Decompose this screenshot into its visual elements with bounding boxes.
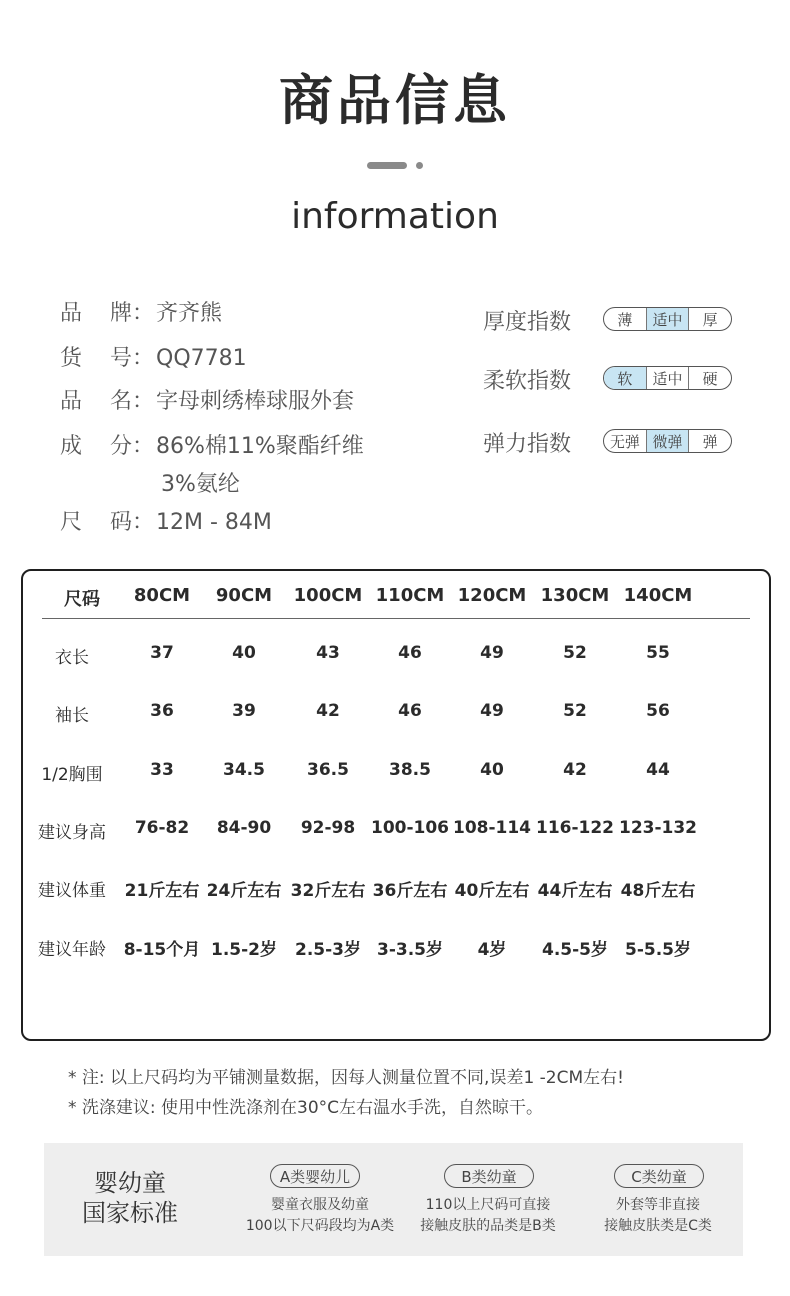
divider-bar xyxy=(367,162,407,169)
scale-option: 微弹 xyxy=(646,430,689,452)
size-table xyxy=(21,569,771,1041)
class-b-badge: B类幼童 xyxy=(444,1164,534,1188)
size-table-cell: 52 xyxy=(563,643,587,663)
size-table-row-label: 衣长 xyxy=(55,648,89,668)
size-table-cell: 40 xyxy=(232,643,256,663)
size-table-column-header: 90CM xyxy=(215,585,273,606)
class-b-line2: 接触皮肤的品类是B类 xyxy=(420,1218,556,1234)
size-table-cell: 44斤左右 xyxy=(537,881,613,901)
size-table-cell: 38.5 xyxy=(389,760,431,780)
size-table-column-header: 120CM xyxy=(457,585,527,606)
size-table-cell: 3-3.5岁 xyxy=(377,940,443,960)
size-table-cell: 100-106 xyxy=(370,818,450,838)
scale-option: 适中 xyxy=(646,308,689,330)
class-c-line2: 接触皮肤类是C类 xyxy=(604,1218,712,1234)
scale-option: 适中 xyxy=(646,367,689,389)
spec-value: QQ7781 xyxy=(156,346,247,371)
size-table-cell: 40斤左右 xyxy=(454,881,530,901)
class-a-badge: A类婴幼儿 xyxy=(270,1164,360,1188)
size-table-cell: 2.5-3岁 xyxy=(295,940,361,960)
spec-colon: ： xyxy=(132,389,155,414)
size-table-cell: 33 xyxy=(150,760,174,780)
spec-colon: ： xyxy=(132,346,155,371)
size-table-cell: 46 xyxy=(398,701,422,721)
size-table-cell: 8-15个月 xyxy=(123,940,201,960)
scale-option: 无弹 xyxy=(609,432,640,451)
size-table-cell: 4岁 xyxy=(477,940,507,960)
size-table-cell: 116-122 xyxy=(535,818,615,838)
size-table-cell: 34.5 xyxy=(223,760,265,780)
spec-label: 品牌 xyxy=(60,301,132,326)
class-a-line1: 婴童衣服及幼童 xyxy=(271,1197,369,1213)
size-table-cell: 56 xyxy=(646,701,670,721)
size-table-column-header: 110CM xyxy=(375,585,445,606)
scale-option: 软 xyxy=(604,367,646,389)
spec-row-composition-cont xyxy=(161,467,240,498)
size-table-column-header: 140CM xyxy=(623,585,693,606)
size-table-cell: 92-98 xyxy=(300,818,356,838)
spec-colon: ： xyxy=(132,434,155,459)
size-table-cell: 76-82 xyxy=(134,818,190,838)
class-c-description xyxy=(588,1195,728,1237)
elasticity-index-scale xyxy=(603,429,732,453)
spec-row-item-no xyxy=(60,341,247,372)
size-table-column-header: 100CM xyxy=(293,585,363,606)
size-table-cell: 44 xyxy=(646,760,670,780)
size-table-cell: 40 xyxy=(480,760,504,780)
class-c-line1: 外套等非直接 xyxy=(616,1197,700,1213)
size-table-cell: 46 xyxy=(398,643,422,663)
size-table-cell: 48斤左右 xyxy=(620,881,696,901)
size-table-cell: 36斤左右 xyxy=(372,881,448,901)
spec-label: 尺码 xyxy=(60,510,132,535)
scale-option: 硬 xyxy=(688,367,731,389)
size-table-cell: 42 xyxy=(316,701,340,721)
standard-title-line2: 国家标准 xyxy=(82,1199,178,1227)
size-table-cell: 52 xyxy=(563,701,587,721)
size-table-row-label: 1/2胸围 xyxy=(41,765,103,785)
size-table-cell: 49 xyxy=(480,643,504,663)
size-table-row-label: 袖长 xyxy=(55,706,89,726)
page-subtitle: information xyxy=(291,196,499,237)
spec-value: 字母刺绣棒球服外套 xyxy=(156,389,355,414)
spec-row-size xyxy=(60,505,272,536)
size-table-cell: 36 xyxy=(150,701,174,721)
page-title: 商品信息 xyxy=(279,69,511,132)
spec-label: 品名 xyxy=(60,389,132,414)
softness-index-scale xyxy=(603,366,732,390)
spec-row-brand xyxy=(60,296,222,327)
size-table-cell: 4.5-5岁 xyxy=(542,940,608,960)
class-b-description xyxy=(412,1195,564,1237)
class-b-line1: 110以上尺码可直接 xyxy=(425,1197,551,1213)
size-table-cell: 37 xyxy=(150,643,174,663)
class-a-description xyxy=(228,1195,412,1237)
size-table-cell: 123-132 xyxy=(618,818,698,838)
spec-value: 86%棉11%聚酯纤维 xyxy=(156,434,364,459)
spec-label: 货号 xyxy=(60,346,132,371)
spec-value: 12M - 84M xyxy=(156,510,272,535)
scale-option: 弹 xyxy=(688,430,731,452)
spec-row-composition xyxy=(60,429,364,460)
scale-option: 厚 xyxy=(688,308,731,330)
size-table-column-header: 130CM xyxy=(540,585,610,606)
divider-dot xyxy=(416,162,423,169)
measurement-note: * 注: 以上尺码均为平铺测量数据，因每人测量位置不同,误差1 -2CM左右! xyxy=(68,1068,624,1088)
size-table-cell: 55 xyxy=(646,643,670,663)
size-table-column-header: 80CM xyxy=(133,585,191,606)
spec-value: 3%氨纶 xyxy=(161,472,240,497)
size-table-row-label: 建议身高 xyxy=(38,823,106,843)
spec-row-name xyxy=(60,384,354,415)
size-table-cell: 5-5.5岁 xyxy=(625,940,691,960)
size-table-cell: 43 xyxy=(316,643,340,663)
elasticity-index-label: 弹力指数 xyxy=(483,432,572,457)
spec-colon: ： xyxy=(132,510,155,535)
spec-value: 齐齐熊 xyxy=(156,301,223,326)
size-table-cell: 84-90 xyxy=(216,818,272,838)
washing-note: * 洗涤建议: 使用中性洗涤剂在30°C左右温水手洗，自然晾干。 xyxy=(68,1098,544,1118)
size-table-cell: 108-114 xyxy=(452,818,532,838)
softness-index-label: 柔软指数 xyxy=(483,369,572,394)
standard-title xyxy=(70,1168,190,1228)
thickness-index-label: 厚度指数 xyxy=(483,310,572,335)
thickness-index-scale xyxy=(603,307,732,331)
size-table-cell: 42 xyxy=(563,760,587,780)
spec-colon: ： xyxy=(132,301,155,326)
size-table-cell: 1.5-2岁 xyxy=(211,940,277,960)
spec-label: 成分 xyxy=(60,434,132,459)
class-a-line2: 100以下尺码段均为A类 xyxy=(245,1218,395,1234)
scale-option: 薄 xyxy=(617,310,633,329)
size-table-cell: 49 xyxy=(480,701,504,721)
standard-title-line1: 婴幼童 xyxy=(94,1169,166,1197)
size-table-row-label: 建议年龄 xyxy=(38,940,106,960)
size-table-cell: 36.5 xyxy=(307,760,349,780)
size-table-header-rule xyxy=(42,618,750,619)
size-table-row-label: 建议体重 xyxy=(38,881,106,901)
class-c-badge: C类幼童 xyxy=(614,1164,704,1188)
size-table-cell: 21斤左右 xyxy=(124,881,200,901)
size-table-corner-header: 尺码 xyxy=(64,589,100,610)
size-table-cell: 39 xyxy=(232,701,256,721)
size-table-cell: 24斤左右 xyxy=(206,881,282,901)
size-table-cell: 32斤左右 xyxy=(290,881,366,901)
